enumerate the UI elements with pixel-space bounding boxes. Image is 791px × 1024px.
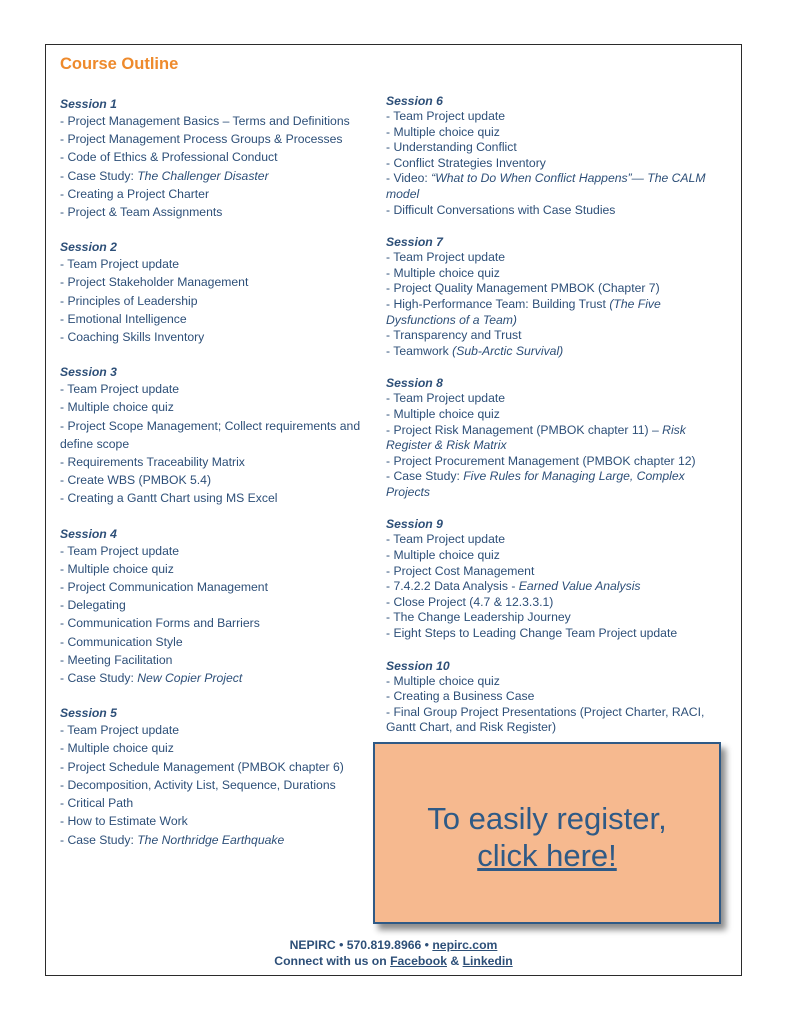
list-item: - Multiple choice quiz — [60, 400, 174, 415]
session-4 — [60, 526, 380, 688]
list-item: - Creating a Project Charter — [60, 186, 210, 201]
item-emphasis: Five Rules for Managing Large, Complex Projects — [386, 469, 685, 499]
linkedin-link[interactable]: Linkedin — [462, 954, 513, 968]
footer-amp: & — [450, 954, 460, 968]
list-item: - Team Project update — [60, 723, 180, 738]
list-item: - Emotional Intelligence — [60, 311, 187, 326]
list-item: - Principles of Leadership — [60, 293, 198, 308]
list-item: - Understanding Conflict — [386, 140, 517, 155]
item-emphasis: New Copier Project — [137, 671, 243, 686]
list-item: - Transparency and Trust — [386, 328, 522, 343]
list-item: - Decomposition, Activity List, Sequence, Durations — [60, 777, 336, 792]
right-column — [386, 93, 731, 752]
item-emphasis: The Challenger Disaster — [137, 168, 269, 183]
list-item: - Project Scope Management; Collect requirements and define scope — [60, 418, 361, 451]
item-emphasis: (Sub-Arctic Survival) — [452, 343, 564, 358]
list-item: - Project Communication Management — [60, 580, 268, 595]
list-item: - Creating a Gantt Chart using MS Excel — [60, 491, 278, 506]
list-item: - Multiple choice quiz — [60, 561, 174, 576]
item-text: - Case Study: — [60, 832, 138, 847]
session-title: Session 3 — [60, 365, 117, 380]
list-item — [386, 469, 731, 500]
list-item: - Multiple choice quiz — [386, 265, 500, 280]
list-item — [386, 344, 731, 360]
left-column — [60, 96, 380, 867]
list-item: - Multiple choice quiz — [386, 673, 500, 688]
item-emphasis: The Northridge Earthquake — [137, 832, 285, 847]
list-item: - Multiple choice quiz — [60, 741, 174, 756]
item-text: - Teamwork — [386, 343, 453, 358]
session-6 — [386, 93, 731, 218]
item-text: - Video: — [386, 171, 432, 186]
session-8 — [386, 375, 731, 500]
list-item: - Project Cost Management — [386, 563, 535, 578]
session-9 — [386, 516, 731, 641]
item-text: - Case Study: — [60, 671, 138, 686]
list-item: - Final Group Project Presentations (Project Charter, RACI, Gantt Chart, and Risk Register) — [386, 704, 705, 735]
footer-connect-text: Connect with us on — [274, 954, 387, 968]
list-item: - Difficult Conversations with Case Studies — [386, 202, 616, 217]
session-title: Session 7 — [386, 235, 443, 250]
footer-social-line — [45, 953, 742, 969]
session-5 — [60, 705, 380, 848]
session-3 — [60, 364, 380, 507]
footer-contact-line: NEPIRC • 570.819.8966 • nepirc.com — [289, 938, 498, 952]
footer-website-link[interactable]: nepirc.com — [432, 938, 498, 952]
list-item: - Create WBS (PMBOK 5.4) — [60, 473, 212, 488]
session-2 — [60, 239, 380, 346]
item-text: - High-Performance Team: Building Trust — [386, 296, 610, 311]
list-item: - The Change Leadership Journey — [386, 610, 571, 625]
list-item: - Team Project update — [60, 543, 180, 558]
item-emphasis: (The Five Dysfunctions of a Team) — [386, 296, 661, 327]
list-item: - Team Project update — [60, 257, 180, 272]
list-item: - Project Stakeholder Management — [60, 275, 249, 290]
list-item: - Multiple choice quiz — [386, 406, 500, 421]
session-title: Session 8 — [386, 376, 443, 391]
list-item: - Project Management Basics – Terms and Definitions — [60, 114, 350, 128]
list-item: - Team Project update — [386, 391, 506, 406]
list-item: - Multiple choice quiz — [386, 548, 500, 563]
item-text: - Case Study: — [60, 168, 138, 183]
list-item — [386, 579, 731, 595]
list-item: - Requirements Traceability Matrix — [60, 455, 245, 470]
session-10 — [386, 658, 731, 736]
item-emphasis: Risk Register & Risk Matrix — [386, 422, 686, 453]
footer-phone: 570.819.8966 — [346, 938, 422, 952]
footer — [45, 937, 742, 969]
item-emphasis: Earned Value Analysis — [518, 579, 641, 594]
list-item: - Team Project update — [386, 109, 506, 123]
item-text: - 7.4.2.2 Data Analysis - — [386, 579, 519, 594]
session-title: Session 4 — [60, 526, 117, 541]
list-item: - Project Management Process Groups & Processes — [60, 132, 343, 147]
list-item: - Project Schedule Management (PMBOK chapter 6) — [60, 759, 344, 774]
list-item: - Team Project update — [386, 250, 506, 265]
list-item: - Communication Forms and Barriers — [60, 616, 260, 631]
list-item: - Conflict Strategies Inventory — [386, 155, 546, 170]
list-item: - Project Procurement Management (PMBOK chapter 12) — [386, 453, 696, 468]
page-title: Course Outline — [60, 55, 179, 73]
item-emphasis: “What to Do When Conflict Happens”— The CALM model — [386, 171, 706, 201]
session-title: Session 9 — [386, 517, 443, 532]
register-callout-button[interactable] — [373, 742, 721, 924]
list-item: - Coaching Skills Inventory — [60, 330, 205, 345]
item-text: - Project Risk Management (PMBOK chapter 11) – — [386, 422, 663, 437]
list-item — [60, 669, 380, 687]
list-item: - Eight Steps to Leading Change Team Project update — [386, 626, 678, 641]
list-item: - Project Quality Management PMBOK (Chapter 7) — [386, 281, 660, 296]
list-item: - Delegating — [60, 598, 126, 613]
list-item: - Close Project (4.7 & 12.3.3.1) — [386, 594, 554, 609]
footer-org: NEPIRC — [289, 938, 336, 952]
list-item: - Creating a Business Case — [386, 689, 535, 704]
list-item: - Team Project update — [60, 382, 180, 397]
register-callout-text: To easily register, — [427, 801, 667, 836]
list-item: - Critical Path — [60, 796, 134, 811]
session-1 — [60, 96, 380, 221]
session-title: Session 10 — [386, 658, 450, 673]
session-title: Session 2 — [60, 240, 117, 255]
session-title: Session 6 — [386, 94, 443, 108]
list-item: - Meeting Facilitation — [60, 652, 173, 667]
list-item: - Team Project update — [386, 532, 506, 547]
session-title: Session 5 — [60, 706, 117, 721]
session-title: Session 1 — [60, 97, 117, 111]
list-item: - Communication Style — [60, 634, 183, 649]
list-item: - How to Estimate Work — [60, 814, 188, 829]
register-link[interactable]: click here! — [477, 838, 617, 873]
list-item: - Code of Ethics & Professional Conduct — [60, 150, 278, 165]
list-item: - Project & Team Assignments — [60, 205, 223, 220]
list-item: - Multiple choice quiz — [386, 124, 500, 139]
item-text: - Case Study: — [386, 469, 464, 484]
list-item — [60, 167, 380, 185]
list-item — [386, 297, 731, 328]
list-item — [60, 831, 380, 849]
list-item — [386, 171, 731, 202]
session-7 — [386, 234, 731, 359]
list-item — [386, 423, 731, 454]
facebook-link[interactable]: Facebook — [390, 954, 447, 968]
